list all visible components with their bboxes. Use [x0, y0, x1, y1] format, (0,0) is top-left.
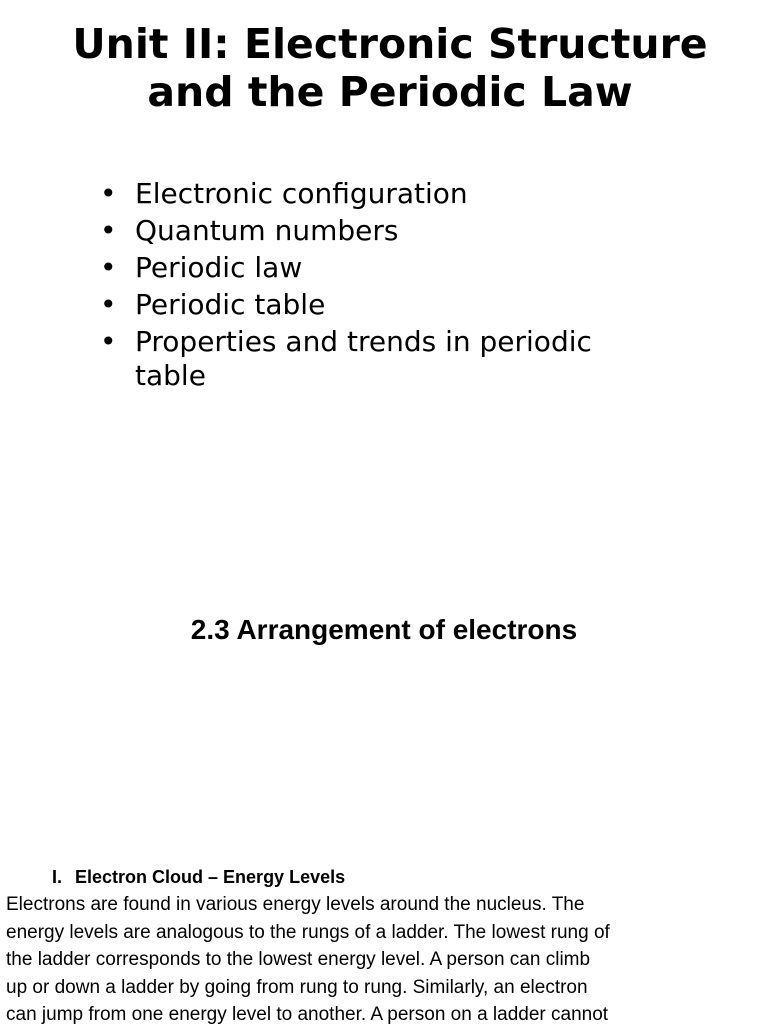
topic-label: Periodic law: [135, 251, 303, 284]
subsection-number: I.: [52, 867, 63, 887]
body-line: the ladder corresponds to the lowest energy level. A person can climb: [6, 949, 591, 971]
body-line: up or down a ladder by going from rung to rung. Similarly, an electron: [6, 976, 588, 998]
subsection-title: Electron Cloud – Energy Levels: [75, 867, 346, 887]
bullet-icon: •: [100, 177, 117, 210]
bullet-icon: •: [100, 214, 117, 247]
list-item: [100, 177, 660, 211]
section-heading: 2.3 Arrangement of electrons: [190, 614, 578, 645]
topic-label: Quantum numbers: [135, 214, 399, 247]
body-line: energy levels are analogous to the rungs of a ladder. The lowest rung of: [6, 921, 610, 943]
topic-label: Periodic table: [135, 288, 326, 321]
body-line: Electrons are found in various energy levels around the nucleus. The: [6, 894, 585, 915]
topic-list: [100, 177, 660, 396]
list-item: [100, 214, 660, 248]
topic-label: Electronic configuration: [135, 177, 468, 210]
list-item: [100, 251, 660, 285]
subsection-heading: [52, 865, 345, 889]
page-title: [0, 20, 768, 116]
topic-label: Properties and trends in periodic table: [135, 325, 592, 392]
list-item: [100, 288, 660, 322]
list-item: [100, 325, 660, 393]
body-paragraph: [6, 891, 654, 1029]
body-line: can jump from one energy level to another. A person on a ladder cannot: [6, 1004, 609, 1026]
page-title-line-1: Unit II: Electronic Structure: [72, 20, 708, 68]
bullet-icon: •: [100, 288, 117, 321]
page-title-line-2: and the Periodic Law: [147, 68, 633, 116]
bullet-icon: •: [100, 325, 117, 358]
bullet-icon: •: [100, 251, 117, 284]
